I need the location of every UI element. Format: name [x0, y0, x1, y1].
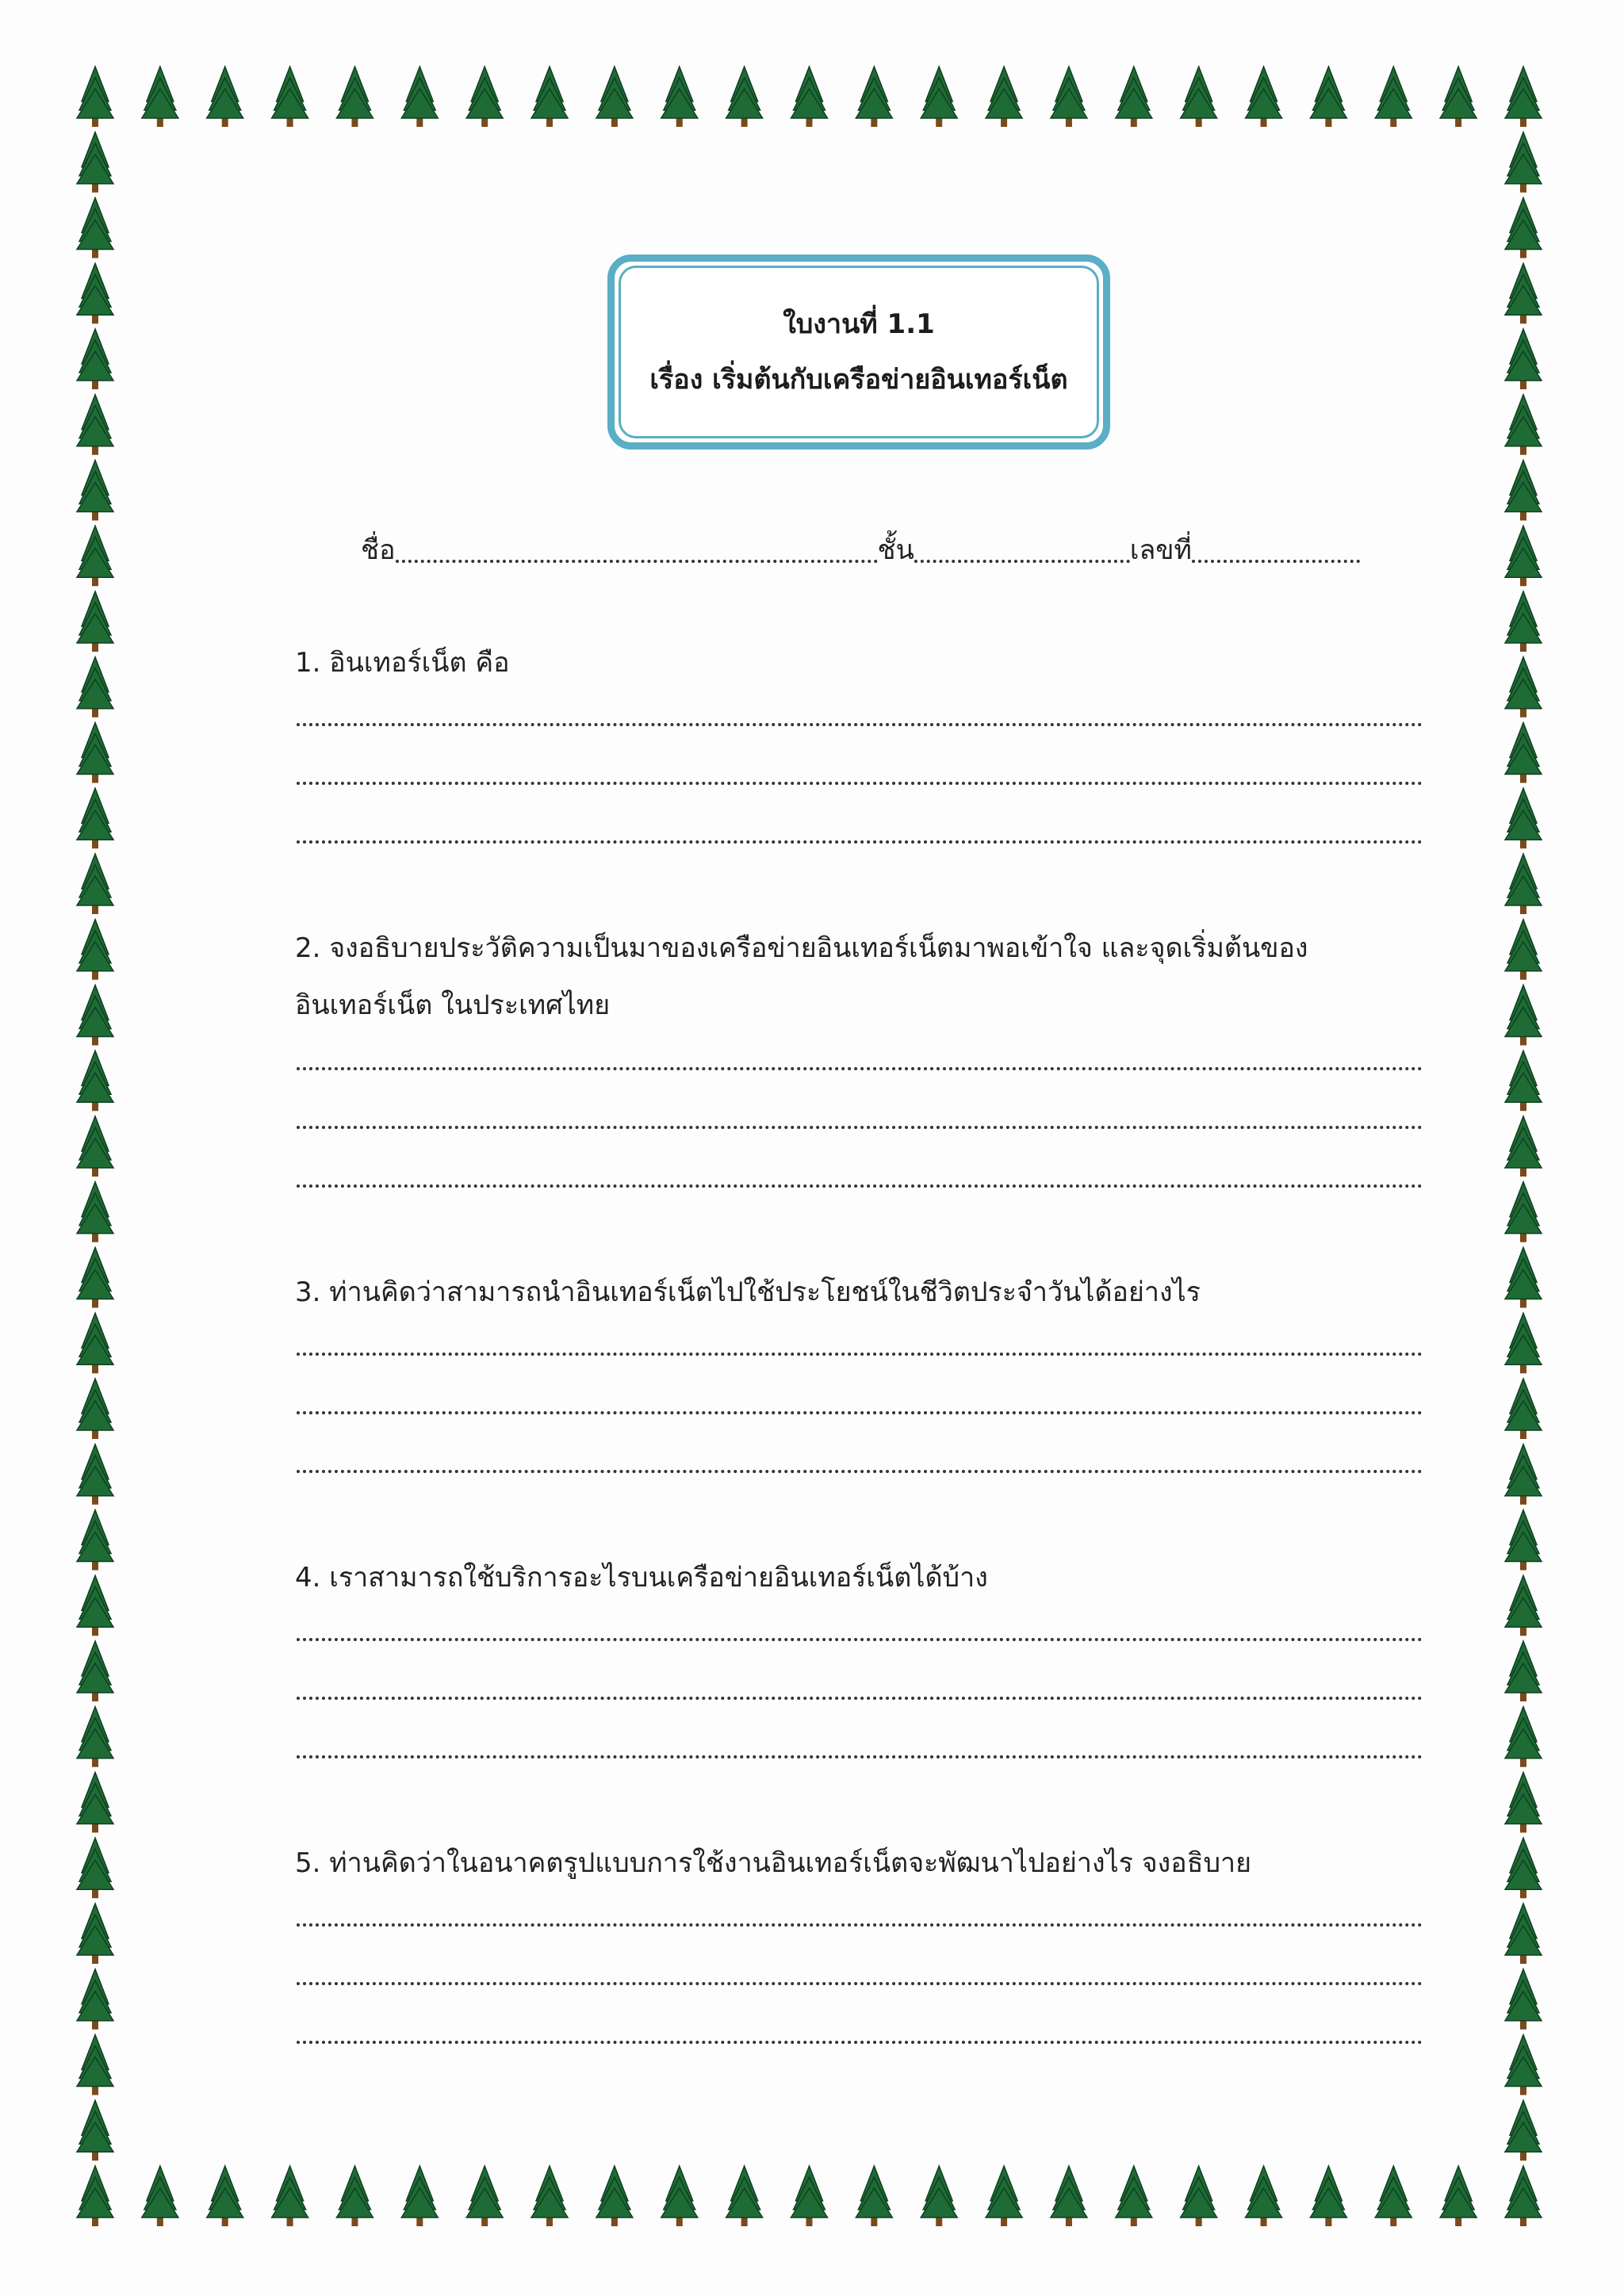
question-3: 3. ท่านคิดว่าสามารถนำอินเทอร์เน็ตไปใช้ประโยชน์ในชีวิตประจำวันได้อย่างไร [295, 1276, 1201, 1308]
pine-tree-icon [77, 1248, 113, 1308]
pine-tree-icon [1505, 788, 1542, 848]
pine-tree-icon [77, 1050, 113, 1111]
pine-tree-icon [77, 1379, 113, 1439]
worksheet-subtitle: เรื่อง เริ่มต้นกับเครือข่ายอินเทอร์เน็ต [649, 364, 1068, 396]
answer-line[interactable] [297, 1697, 1423, 1700]
answer-line[interactable] [297, 1353, 1423, 1356]
pine-tree-icon [921, 67, 957, 127]
pine-tree-icon [1505, 1510, 1542, 1571]
pine-tree-icon [142, 2166, 178, 2226]
pine-tree-icon [1505, 2166, 1542, 2226]
pine-tree-icon [77, 591, 113, 652]
pine-tree-icon [1246, 67, 1282, 127]
pine-tree-icon [1505, 1575, 1542, 1636]
answer-line[interactable] [297, 1470, 1423, 1473]
pine-tree-icon [661, 67, 698, 127]
class-field[interactable] [914, 560, 1130, 563]
pine-tree-icon [77, 1575, 113, 1636]
pine-tree-icon [1505, 1904, 1542, 1964]
pine-tree-icon [726, 67, 763, 127]
pine-tree-icon [856, 67, 892, 127]
number-field[interactable] [1192, 560, 1360, 563]
pine-tree-icon [77, 1707, 113, 1767]
pine-tree-icon [1440, 2166, 1477, 2226]
answer-line[interactable] [297, 1126, 1423, 1129]
pine-tree-icon [1505, 1641, 1542, 1701]
pine-tree-icon [1505, 723, 1542, 783]
pine-tree-icon [1505, 263, 1542, 323]
pine-tree-icon [1505, 1773, 1542, 1833]
pine-tree-icon [77, 985, 113, 1046]
pine-tree-icon [1440, 67, 1477, 127]
pine-tree-icon [77, 1773, 113, 1833]
pine-tree-icon [401, 67, 438, 127]
pine-tree-icon [1246, 2166, 1282, 2226]
pine-tree-icon [986, 67, 1022, 127]
answer-line[interactable] [297, 1184, 1423, 1188]
class-label: ชั้น [877, 534, 914, 566]
answer-line[interactable] [297, 1755, 1423, 1758]
number-label: เลขที่ [1129, 534, 1192, 566]
pine-tree-icon [77, 854, 113, 914]
pine-tree-icon [1505, 1182, 1542, 1242]
pine-tree-icon [77, 461, 113, 521]
pine-tree-icon [77, 1969, 113, 2030]
student-info-line [361, 526, 1360, 574]
pine-tree-icon [921, 2166, 957, 2226]
pine-tree-icon [1505, 591, 1542, 652]
pine-tree-icon [77, 198, 113, 258]
pine-tree-icon [142, 67, 178, 127]
pine-tree-icon [77, 1838, 113, 1898]
pine-tree-icon [1505, 1313, 1542, 1373]
pine-tree-icon [1505, 657, 1542, 718]
pine-tree-icon [531, 67, 568, 127]
pine-tree-icon [1505, 198, 1542, 258]
pine-tree-icon [1375, 2166, 1411, 2226]
pine-tree-icon [596, 67, 633, 127]
question-4: 4. เราสามารถใช้บริการอะไรบนเครือข่ายอินเทอร์เน็ตได้บ้าง [295, 1562, 988, 1594]
name-field[interactable] [396, 560, 878, 563]
pine-tree-icon [336, 2166, 373, 2226]
pine-tree-icon [466, 67, 503, 127]
pine-tree-icon [77, 920, 113, 980]
worksheet-title-inner-frame [619, 266, 1099, 438]
pine-tree-icon [77, 657, 113, 718]
pine-tree-icon [77, 263, 113, 323]
pine-tree-icon [1505, 1445, 1542, 1505]
pine-tree-icon [1051, 67, 1087, 127]
pine-tree-icon [1505, 526, 1542, 586]
answer-line[interactable] [297, 2041, 1423, 2044]
pine-tree-icon [661, 2166, 698, 2226]
pine-tree-icon [596, 2166, 633, 2226]
question-2: 2. จงอธิบายประวัติความเป็นมาของเครือข่ายอินเทอร์เน็ตมาพอเข้าใจ และจุดเริ่มต้นของอินเทอร์เน็ต ในประเทศไทย [295, 932, 1308, 1021]
pine-tree-icon [77, 526, 113, 586]
pine-tree-icon [1505, 1838, 1542, 1898]
pine-tree-icon [1505, 2100, 1542, 2160]
pine-tree-icon [1505, 854, 1542, 914]
pine-tree-icon [77, 2100, 113, 2160]
pine-tree-icon [1310, 67, 1346, 127]
pine-tree-icon [466, 2166, 503, 2226]
pine-tree-icon [856, 2166, 892, 2226]
answer-line[interactable] [297, 1638, 1423, 1641]
pine-tree-icon [77, 1313, 113, 1373]
pine-tree-icon [531, 2166, 568, 2226]
pine-tree-icon [1505, 2035, 1542, 2095]
pine-tree-icon [1310, 2166, 1346, 2226]
answer-line[interactable] [297, 782, 1423, 785]
pine-tree-icon [791, 2166, 828, 2226]
pine-tree-icon [726, 2166, 763, 2226]
pine-tree-icon [1505, 1248, 1542, 1308]
answer-line[interactable] [297, 723, 1423, 726]
pine-tree-icon [1505, 461, 1542, 521]
answer-line[interactable] [297, 840, 1423, 844]
pine-tree-icon [77, 2035, 113, 2095]
pine-tree-icon [77, 2166, 113, 2226]
pine-tree-icon [986, 2166, 1022, 2226]
pine-tree-icon [1181, 67, 1217, 127]
pine-tree-icon [77, 723, 113, 783]
pine-tree-icon [77, 395, 113, 455]
pine-tree-icon [336, 67, 373, 127]
worksheet-title: ใบงานที่ 1.1 [783, 308, 935, 340]
pine-tree-icon [1051, 2166, 1087, 2226]
pine-tree-icon [77, 1445, 113, 1505]
pine-tree-icon [77, 788, 113, 848]
pine-tree-icon [77, 132, 113, 193]
pine-tree-icon [207, 67, 243, 127]
pine-tree-icon [1505, 1116, 1542, 1177]
pine-tree-icon [1505, 985, 1542, 1046]
pine-tree-icon [272, 2166, 308, 2226]
pine-tree-icon [791, 67, 828, 127]
pine-tree-icon [207, 2166, 243, 2226]
pine-tree-icon [1505, 1050, 1542, 1111]
question-5: 5. ท่านคิดว่าในอนาคตรูปแบบการใช้งานอินเทอร์เน็ตจะพัฒนาไปอย่างไร จงอธิบาย [295, 1847, 1252, 1879]
pine-tree-icon [1505, 1707, 1542, 1767]
pine-tree-icon [1505, 67, 1542, 127]
worksheet-title-box [607, 254, 1110, 450]
answer-line[interactable] [297, 1411, 1423, 1414]
question-1: 1. อินเทอร์เน็ต คือ [295, 647, 510, 679]
pine-tree-icon [1181, 2166, 1217, 2226]
pine-tree-icon [1505, 395, 1542, 455]
pine-tree-icon [1505, 1379, 1542, 1439]
pine-tree-icon [1116, 2166, 1152, 2226]
pine-tree-icon [77, 1510, 113, 1571]
pine-tree-icon [401, 2166, 438, 2226]
pine-tree-icon [77, 1182, 113, 1242]
name-label: ชื่อ [361, 534, 396, 566]
pine-tree-icon [77, 1641, 113, 1701]
answer-line[interactable] [297, 1067, 1423, 1070]
pine-tree-icon [77, 1904, 113, 1964]
pine-tree-icon [77, 67, 113, 127]
pine-tree-icon [1116, 67, 1152, 127]
pine-tree-icon [77, 329, 113, 389]
pine-tree-icon [1375, 67, 1411, 127]
pine-tree-icon [1505, 1969, 1542, 2030]
pine-tree-icon [1505, 329, 1542, 389]
answer-line[interactable] [297, 1982, 1423, 1985]
pine-tree-icon [272, 67, 308, 127]
pine-tree-icon [77, 1116, 113, 1177]
answer-line[interactable] [297, 1923, 1423, 1927]
pine-tree-icon [1505, 132, 1542, 193]
pine-tree-icon [1505, 920, 1542, 980]
